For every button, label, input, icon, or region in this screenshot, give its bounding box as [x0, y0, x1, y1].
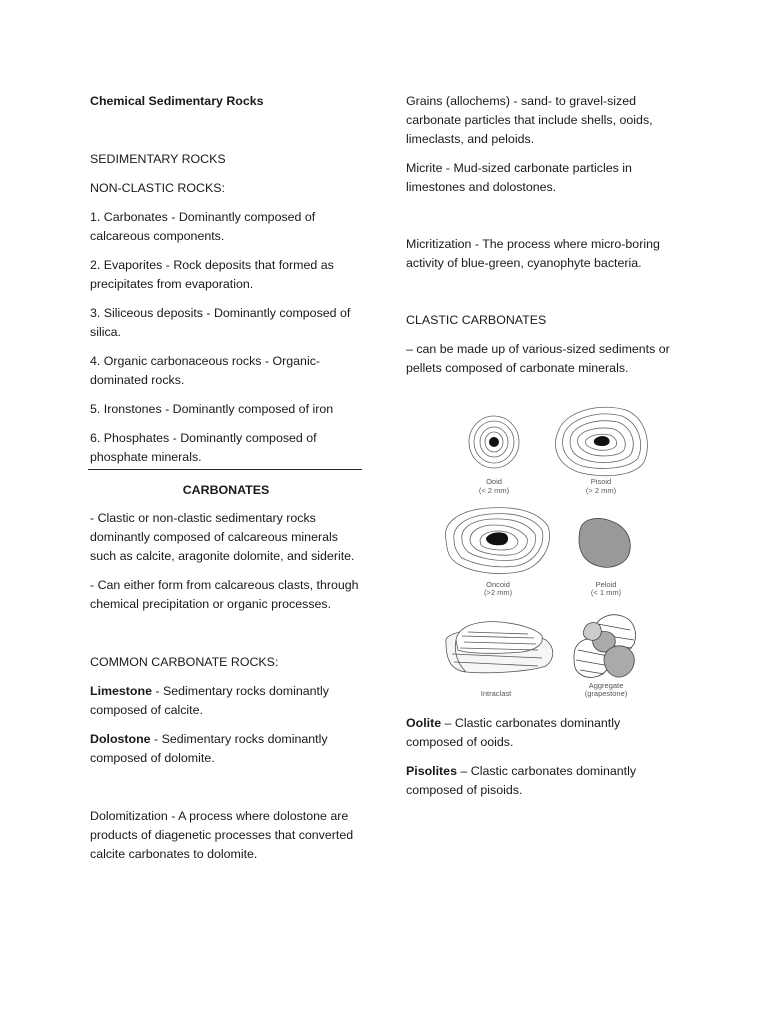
ooid-label: Ooid [486, 477, 502, 486]
section-heading-nonclastic: NON-CLASTIC ROCKS: [90, 181, 225, 195]
aggregate-sub-label: (grapestone) [584, 689, 628, 698]
limestone-definition [90, 682, 362, 720]
ooid-illustration [469, 416, 519, 468]
clastic-carbonates-heading: CLASTIC CARBONATES [406, 313, 547, 327]
peloid-label: Peloid [595, 580, 617, 589]
pisolites-definition [406, 762, 646, 800]
aggregate-illustration [574, 615, 636, 678]
dolostone-term: Dolostone [90, 732, 151, 746]
carbonates-paragraph-1: - Clastic or non-clastic sedimentary rocks dominantly composed of calcareous minerals such as calcite, aragonite dolomite, and siderite. [90, 511, 355, 563]
pisoid-label: Pisoid [590, 477, 612, 486]
oolite-definition [406, 714, 646, 752]
micrite-definition: Micrite - Mud-sized carbonate particles in limestones and dolostones. [406, 161, 632, 194]
right-column [406, 92, 696, 378]
peloid-illustration [579, 518, 630, 567]
oncoid-illustration [445, 508, 549, 574]
pisoid-illustration [555, 407, 647, 475]
dolostone-definition [90, 730, 362, 768]
carbonates-paragraph-2: - Can either form from calcareous clasts, through chemical precipitation or organic processes. [90, 578, 359, 611]
list-item-phosphates: 6. Phosphates - Dominantly composed of phosphate minerals. [90, 431, 317, 464]
list-item-siliceous: 3. Siliceous deposits - Dominantly composed of silica. [90, 306, 351, 339]
carbonate-grains-figure [438, 404, 668, 704]
common-carbonates-heading: COMMON CARBONATE ROCKS: [90, 655, 279, 669]
page-title: Chemical Sedimentary Rocks [90, 94, 264, 108]
intraclast-illustration [446, 622, 553, 673]
list-item-ironstones: 5. Ironstones - Dominantly composed of iron [90, 402, 334, 416]
list-item-carbonates: 1. Carbonates - Dominantly composed of calcareous components. [90, 210, 316, 243]
dolostone-text: - Sedimentary rocks dominantly composed of dolomite. [90, 732, 328, 765]
oncoid-label: Oncoid [486, 580, 510, 589]
intraclast-label: Intraclast [480, 689, 512, 698]
limestone-text: - Sedimentary rocks dominantly composed of calcite. [90, 684, 329, 717]
peloid-size-label: (< 1 mm) [590, 588, 622, 597]
oolite-text: – Clastic carbonates dominantly composed of ooids. [406, 716, 621, 749]
list-item-evaporites: 2. Evaporites - Rock deposits that formed as precipitates from evaporation. [90, 258, 334, 291]
pisolites-text: – Clastic carbonates dominantly composed of pisoids. [406, 764, 637, 797]
pisolites-term: Pisolites [406, 764, 457, 778]
carbonates-heading: CARBONATES [182, 483, 270, 497]
aggregate-label: Aggregate [588, 681, 624, 690]
micritization-definition: Micritization - The process where micro-boring activity of blue-green, cyanophyte bacteria. [406, 237, 660, 270]
grains-definition: Grains (allochems) - sand- to gravel-sized carbonate particles that include shells, ooids, limeclasts, and peloids. [406, 94, 653, 146]
ooid-size-label: (< 2 mm) [478, 486, 510, 495]
carbonate-grains-diagram [438, 404, 668, 704]
dolomitization-definition: Dolomitization - A process where dolostone are products of diagenetic processes that converted calcite carbonates to dolomite. [90, 809, 354, 861]
left-column [90, 92, 362, 864]
limestone-term: Limestone [90, 684, 152, 698]
list-item-organic: 4. Organic carbonaceous rocks - Organic-dominated rocks. [90, 354, 321, 387]
right-column-bottom [406, 714, 696, 800]
oolite-term: Oolite [406, 716, 442, 730]
pisoid-size-label: (> 2 mm) [585, 486, 617, 495]
section-divider [88, 469, 362, 470]
oncoid-size-label: (>2 mm) [483, 588, 513, 597]
clastic-carbonates-description: – can be made up of various-sized sediments or pellets composed of carbonate minerals. [406, 342, 670, 375]
section-heading-sedimentary: SEDIMENTARY ROCKS [90, 152, 226, 166]
